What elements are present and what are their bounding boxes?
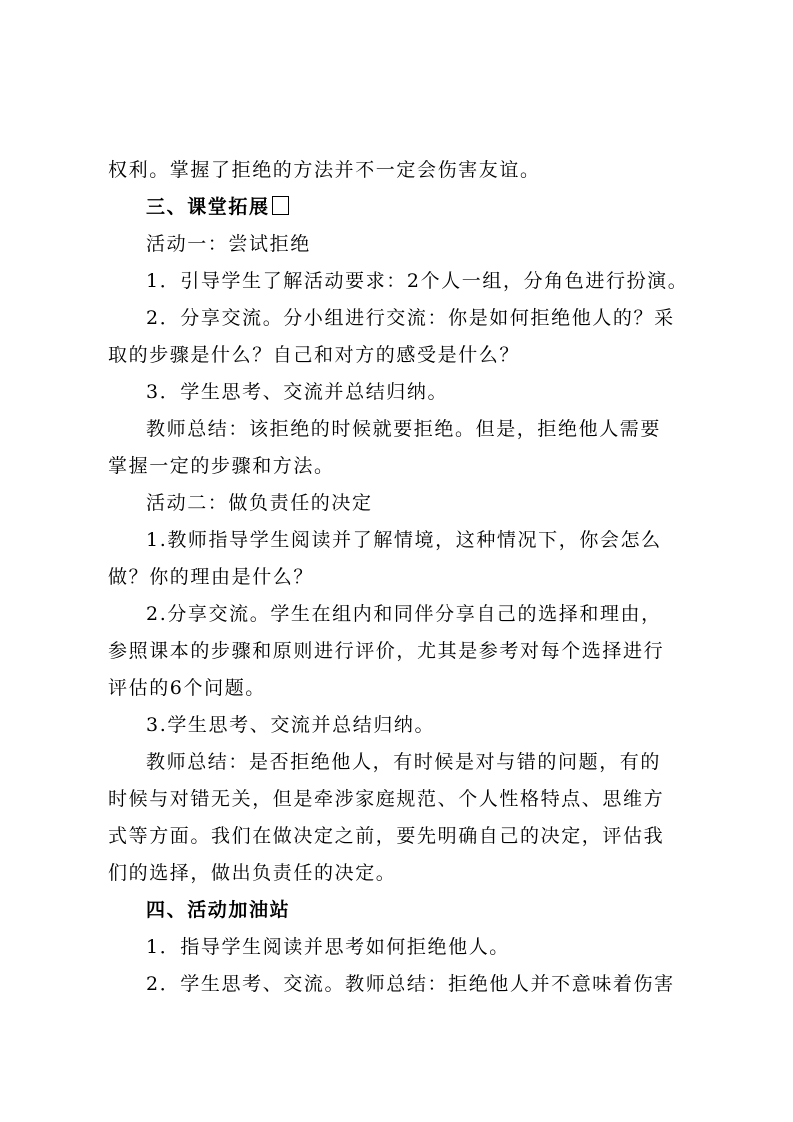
text-line: 取的步骤是什么？自己和对方的感受是什么？ [108,344,521,366]
text-line: 时候与对错无关，但是牵涉家庭规范、个人性格特点、思维方 [108,788,665,810]
text-line: 们的选择，做出负责任的决定。 [108,862,397,884]
text-line: 2．学生思考、交流。教师总结：拒绝他人并不意味着伤害 [146,973,675,995]
activity-title: 活动一：尝试拒绝 [146,233,311,255]
checkbox-square-icon [272,196,289,215]
text-line: 1．引导学生了解活动要求：2个人一组，分角色进行扮演。 [146,270,689,292]
text-line: 教师总结：该拒绝的时候就要拒绝。但是，拒绝他人需要 [146,418,662,440]
text-line: 教师总结：是否拒绝他人，有时候是对与错的问题，有的 [146,751,662,773]
text-line: 做？你的理由是什么？ [108,566,315,588]
text-line: 权利。掌握了拒绝的方法并不一定会伤害友谊。 [108,159,541,181]
text-line: 1．指导学生阅读并思考如何拒绝他人。 [146,936,510,958]
section-heading-classroom-extension: 三、课堂拓展 [108,189,690,226]
text-line: 参照课本的步骤和原则进行评价，尤其是参考对每个选择进行 [108,640,665,662]
section-heading-activity-station: 四、活动加油站 [146,899,291,921]
text-line: 式等方面。我们在做决定之前，要先明确自己的决定，评估我 [108,825,665,847]
text-line: 2.分享交流。学生在组内和同伴分享自己的选择和理由， [146,603,662,625]
text-line: 1.教师指导学生阅读并了解情境，这种情况下，你会怎么 [146,529,662,551]
text-line: 3．学生思考、交流并总结归纳。 [146,381,449,403]
document-body [108,152,690,1003]
activity-title: 活动二：做负责任的决定 [146,492,373,514]
text-line: 2．分享交流。分小组进行交流：你是如何拒绝他人的？采 [146,307,675,329]
text-line: 3.学生思考、交流并总结归纳。 [146,714,436,736]
text-line: 掌握一定的步骤和方法。 [108,455,335,477]
text-line: 评估的6个问题。 [108,677,266,699]
